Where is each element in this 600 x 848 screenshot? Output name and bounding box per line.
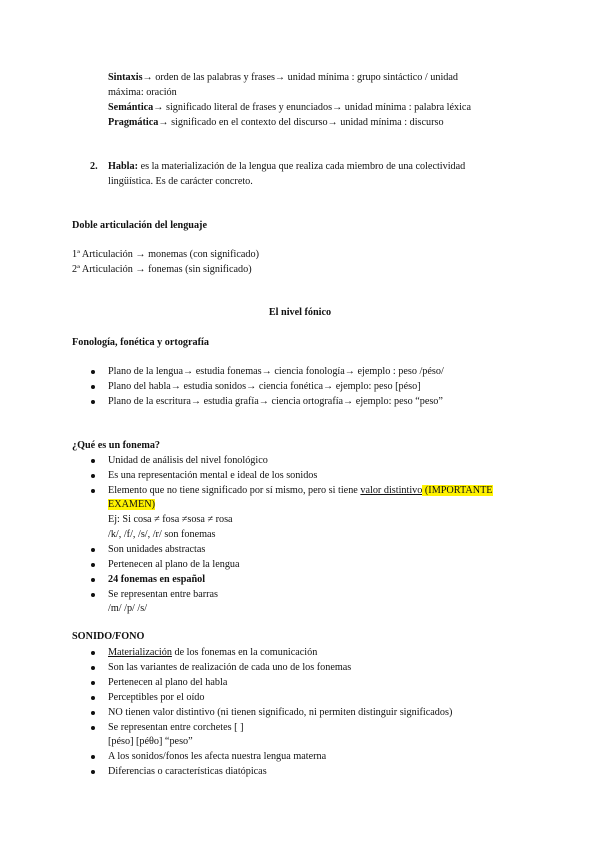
valor-distintivo-underline: valor distintivo xyxy=(360,485,423,496)
section-title: El nivel fónico xyxy=(268,307,332,318)
habla-term: Habla: xyxy=(108,161,139,172)
habla-line-2: lingüística. Es de carácter concreto. xyxy=(108,176,253,187)
fonologia-heading: Fonología, fonética y ortografía xyxy=(72,337,209,348)
fonema-item-6: 24 fonemas en español xyxy=(108,574,206,585)
importante-highlight: (IMPORTANTE xyxy=(422,485,493,496)
fonema-example: Ej: Si cosa ≠ fosa ≠sosa ≠ rosa xyxy=(108,514,233,525)
pragmatica-term: Pragmática xyxy=(108,117,159,128)
sonido-item-3: Pertenecen al plano del habla xyxy=(108,677,228,688)
sonido-item-7: A los sonidos/fonos les afecta nuestra lengua materna xyxy=(108,751,327,762)
fonema-item-7-example: /m/ /p/ /s/ xyxy=(108,603,148,614)
sonido-item-6: Se representan entre corchetes [ ] xyxy=(108,722,244,733)
habla-number: 2. xyxy=(90,161,98,172)
pragmatica-text: → significado en el contexto del discurso→ unidad mínima : discurso xyxy=(158,117,444,128)
fonema-heading: ¿Qué es un fonema? xyxy=(72,440,161,451)
bullet-icon xyxy=(91,385,95,389)
fonema-item-3 xyxy=(108,484,493,498)
bullet-icon xyxy=(91,489,95,493)
bullet-icon xyxy=(91,370,95,374)
fonema-item-2: Es una representación mental e ideal de los sonidos xyxy=(108,470,318,481)
doble-heading: Doble articulación del lenguaje xyxy=(72,220,207,231)
bullet-icon xyxy=(91,770,95,774)
sonido-item-5: NO tienen valor distintivo (ni tienen significado, ni permiten distinguir significados) xyxy=(108,707,453,718)
semantica-line xyxy=(108,101,471,115)
fonema-item-1: Unidad de análisis del nivel fonológico xyxy=(108,455,268,466)
habla-line xyxy=(108,160,465,174)
sintaxis-text: → orden de las palabras y frases→ unidad mínima : grupo sintáctico / unidad xyxy=(142,72,458,83)
bullet-icon xyxy=(91,563,95,567)
fonema-item-5: Pertenecen al plano de la lengua xyxy=(108,559,240,570)
doble-line-2: 2ª Articulación → fonemas (sin significado) xyxy=(72,264,252,275)
bullet-icon xyxy=(91,578,95,582)
materializacion-underline: Materialización xyxy=(108,647,172,658)
fonema-item-7: Se representan entre barras xyxy=(108,589,219,600)
sonido-item-8: Diferencias o características diatópicas xyxy=(108,766,267,777)
fonema-item-3-line-2 xyxy=(108,498,155,512)
bullet-icon xyxy=(91,593,95,597)
sonido-item-4: Perceptibles por el oído xyxy=(108,692,205,703)
bullet-icon xyxy=(91,696,95,700)
fonologia-item-2: Plano del habla→ estudia sonidos→ ciencia fonética→ ejemplo: peso [péso] xyxy=(108,381,421,392)
pragmatica-line xyxy=(108,116,444,130)
bullet-icon xyxy=(91,681,95,685)
fonema-item-3-text: Elemento que no tiene significado por sí mismo, pero si tiene xyxy=(108,485,361,496)
examen-highlight: EXAMEN) xyxy=(108,499,155,510)
bullet-icon xyxy=(91,459,95,463)
bullet-icon xyxy=(91,474,95,478)
habla-text: es la materialización de la lengua que realiza cada miembro de una colectividad xyxy=(138,161,466,172)
fonologia-item-1: Plano de la lengua→ estudia fonemas→ ciencia fonología→ ejemplo : peso /péso/ xyxy=(108,366,444,377)
bullet-icon xyxy=(91,400,95,404)
semantica-text: → significado literal de frases y enunciados→ unidad mínima : palabra léxica xyxy=(153,102,471,113)
sonido-item-2: Son las variantes de realización de cada uno de los fonemas xyxy=(108,662,352,673)
bullet-icon xyxy=(91,651,95,655)
bullet-icon xyxy=(91,548,95,552)
semantica-term: Semántica xyxy=(108,102,154,113)
sonido-item-6-example: [péso] [péθo] “peso” xyxy=(108,736,193,747)
sintaxis-line xyxy=(108,71,458,85)
fonema-item-4: Son unidades abstractas xyxy=(108,544,206,555)
bullet-icon xyxy=(91,726,95,730)
sonido-heading: SONIDO/FONO xyxy=(72,631,145,642)
sonido-item-1 xyxy=(108,646,317,660)
sintaxis-term: Sintaxis xyxy=(108,72,143,83)
bullet-icon xyxy=(91,755,95,759)
fonologia-item-3: Plano de la escritura→ estudia grafía→ ciencia ortografía→ ejemplo: peso “peso” xyxy=(108,396,443,407)
sonido-item-1-text: de los fonemas en la comunicación xyxy=(171,647,318,658)
doble-line-1: 1ª Articulación → monemas (con significado) xyxy=(72,249,259,260)
sintaxis-line-2: máxima: oración xyxy=(108,87,177,98)
fonema-phonemes: /k/, /f/, /s/, /r/ son fonemas xyxy=(108,529,216,540)
bullet-icon xyxy=(91,666,95,670)
bullet-icon xyxy=(91,711,95,715)
